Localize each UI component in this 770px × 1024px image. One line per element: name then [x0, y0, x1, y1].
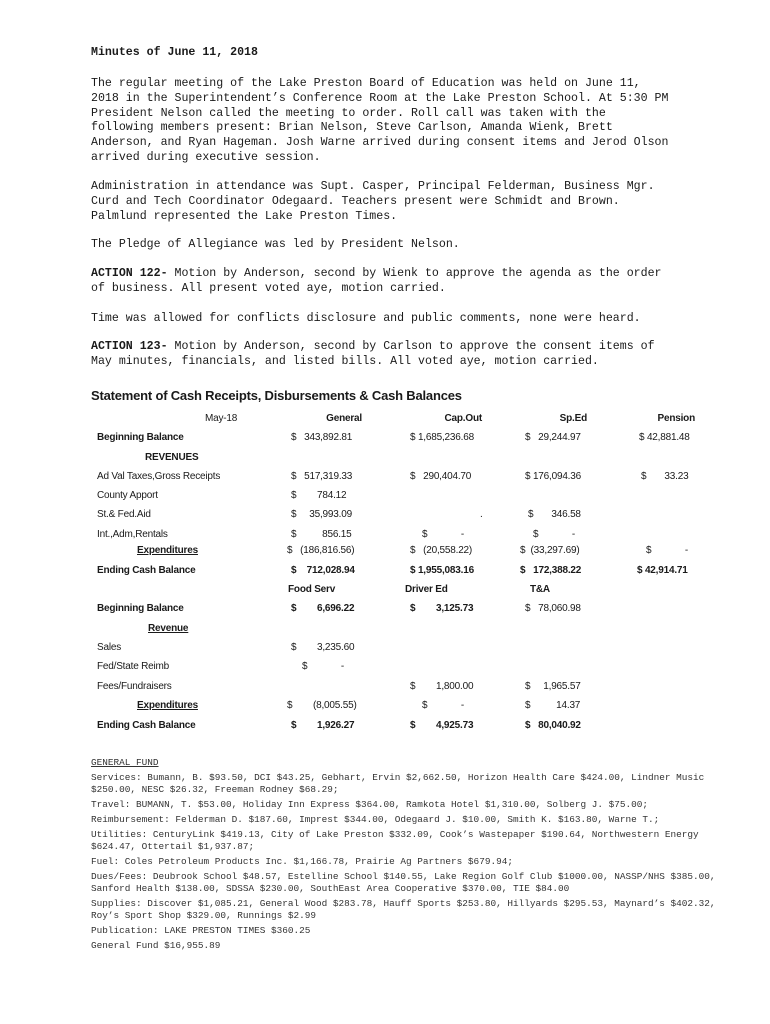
lower-fees-label: Fees/Fundraisers [97, 681, 172, 692]
exp-food-value: $ (8,005.55) [287, 700, 357, 711]
gf-services: Services: Bumann, B. $93.50, DCI $43.25, Gebhart, Ervin $2,662.50, Horizon Health Care $424.00, Lindner Music $250.00, NESC $26.32, Freeman Rodney $68.29; [91, 772, 705, 795]
adv-pension-value: $ 33.23 [641, 471, 689, 482]
end-pension-value: $ 42,914.71 [637, 565, 688, 576]
fees-ta-value: $ 1,965.57 [525, 681, 581, 692]
row-beginning-label: Beginning Balance [97, 432, 184, 443]
lower-revenue-heading: Revenue [148, 623, 189, 634]
lower-fedstate-label: Fed/State Reimb [97, 661, 170, 672]
beg-capout-value: $ 1,685,236.68 [410, 432, 474, 443]
exp-sped-value: $ (33,297.69) [520, 545, 580, 556]
exp-general-value: $ (186,816.56) [287, 545, 355, 556]
col-capout-header: Cap.Out [444, 413, 482, 424]
adv-sped-value: $ 176,094.36 [525, 471, 581, 482]
end-food-value: $ 1,926.27 [291, 720, 355, 731]
row-int-label: Int.,Adm,Rentals [97, 529, 168, 540]
gf-dues: Dues/Fees: Deubrook School $48.57, Estelline School $140.55, Lake Region Golf Club $1000.00, NASSP/NHS $385.00, Sanford Health $138.00, SDSSA $230.00, SouthEast Area Cooperative $370.00, TIE $84.00 [91, 871, 716, 894]
col-pension-header: Pension [657, 413, 695, 424]
end-sped-value: $ 172,388.22 [520, 565, 582, 576]
beg-sped-value: $ 29,244.97 [525, 432, 581, 443]
month-header: May-18 [205, 413, 238, 424]
lower-expenditures-label: Expenditures [137, 700, 198, 711]
int-sped-value: $ - [533, 529, 576, 540]
col-foodserv-header: Food Serv [288, 584, 336, 595]
gf-reimbursement: Reimbursement: Felderman D. $187.60, Imprest $344.00, Odegaard J. $10.00, Smith K. $163.80, Warne T.; [91, 814, 660, 825]
lower-sales-label: Sales [97, 642, 122, 653]
row-ending-label: Ending Cash Balance [97, 565, 196, 576]
end-general-value: $ 712,028.94 [291, 565, 355, 576]
public-comments-paragraph: Time was allowed for conflicts disclosure and public comments, none were heard. [91, 312, 641, 325]
action-123-paragraph [91, 340, 731, 370]
beg-driver-value: $ 3,125.73 [410, 603, 474, 614]
end-driver-value: $ 4,925.73 [410, 720, 474, 731]
stfed-general-value: $ 35,993.09 [291, 509, 352, 520]
sales-food-value: $ 3,235.60 [291, 642, 355, 653]
statement-title: Statement of Cash Receipts, Disbursements & Cash Balances [91, 388, 462, 403]
general-fund-heading: GENERAL FUND [91, 757, 159, 768]
beg-ta-value: $ 78,060.98 [525, 603, 581, 614]
beg-general-value: $ 343,892.81 [291, 432, 353, 443]
pledge-paragraph: The Pledge of Allegiance was led by President Nelson. [91, 238, 460, 251]
fees-driver-value: $ 1,800.00 [410, 681, 474, 692]
beg-food-value: $ 6,696.22 [291, 603, 355, 614]
lower-ending-label: Ending Cash Balance [97, 720, 196, 731]
col-sped-header: Sp.Ed [559, 413, 587, 424]
col-general-header: General [326, 413, 362, 424]
gf-publication: Publication: LAKE PRESTON TIMES $360.25 [91, 925, 311, 936]
opening-paragraph: The regular meeting of the Lake Preston Board of Education was held on June 11, 2018 in the Superintendent’s Conference Room at the Lake Preston School. At 5:30 PM President Nelson called the meeting to order. Roll call was taken with the following members present: Brian Nelson, Steve Carlson, Amanda Wienk, Brett Anderson, and Ryan Hageman. Josh Warne arrived during consent items and Jerod Olson arrived during executive session. [91, 77, 669, 164]
adv-general-value: $ 517,319.33 [291, 471, 353, 482]
lower-beginning-label: Beginning Balance [97, 603, 184, 614]
exp-pension-value: $ - [646, 545, 689, 556]
gf-travel: Travel: BUMANN, T. $53.00, Holiday Inn Express $364.00, Ramkota Hotel $1,310.00, Solberg J. $75.00; [91, 799, 648, 810]
exp-driver-value: $ - [422, 700, 465, 711]
gf-utilities: Utilities: CenturyLink $419.13, City of Lake Preston $332.09, Cook’s Wastepaper $190.64, Northwestern Energy $624.47, Ottertail $1,937.87; [91, 829, 699, 852]
action-122-label: ACTION 122- [91, 267, 168, 280]
row-advaltax-label: Ad Val Taxes,Gross Receipts [97, 471, 221, 482]
end-ta-value: $ 80,040.92 [525, 720, 581, 731]
action-123-label: ACTION 123- [91, 340, 168, 353]
gf-fuel: Fuel: Coles Petroleum Products Inc. $1,166.78, Prairie Ag Partners $679.94; [91, 856, 513, 867]
exp-capout-value: $ (20,558.22) [410, 545, 473, 556]
document-title: Minutes of June 11, 2018 [91, 46, 258, 59]
action-122-text: Motion by Anderson, second by Wienk to approve the agenda as the order of business. All present voted aye, motion carried. [91, 267, 662, 295]
row-expenditures-label: Expenditures [137, 545, 198, 556]
revenues-heading: REVENUES [145, 452, 199, 463]
col-drivered-header: Driver Ed [405, 584, 448, 595]
action-123-text: Motion by Anderson, second by Carlson to approve the consent items of May minutes, financials, and listed bills. All voted aye, motion carried. [91, 340, 655, 368]
beg-pension-value: $ 42,881.48 [639, 432, 690, 443]
col-ta-header: T&A [530, 584, 550, 595]
stfed-sped-value: $ 346.58 [528, 509, 581, 520]
attendance-paragraph: Administration in attendance was Supt. Casper, Principal Felderman, Business Mgr. Curd and Tech Coordinator Odegaard. Teachers present were Schmidt and Brown. Palmlund represented the Lake Preston Times. [91, 180, 655, 223]
adv-capout-value: $ 290,404.70 [410, 471, 472, 482]
row-stfed-label: St.& Fed.Aid [97, 509, 151, 520]
gf-total: General Fund $16,955.89 [91, 940, 221, 951]
stfed-capout-value: . [480, 509, 483, 520]
gf-supplies: Supplies: Discover $1,085.21, General Wood $283.78, Hauff Sports $253.80, Hillyards $295.53, Maynard’s $402.32, Roy’s Sport Shop $329.00, Runnings $2.99 [91, 898, 716, 921]
action-122-paragraph [91, 267, 731, 297]
int-general-value: $ 856.15 [291, 529, 352, 540]
fedstate-food-value: $ - [302, 661, 345, 672]
int-capout-value: $ - [422, 529, 465, 540]
county-general-value: $ 784.12 [291, 490, 347, 501]
end-capout-value: $ 1,955,083.16 [410, 565, 474, 576]
exp-ta-value: $ 14.37 [525, 700, 581, 711]
row-county-label: County Apport [97, 490, 158, 501]
